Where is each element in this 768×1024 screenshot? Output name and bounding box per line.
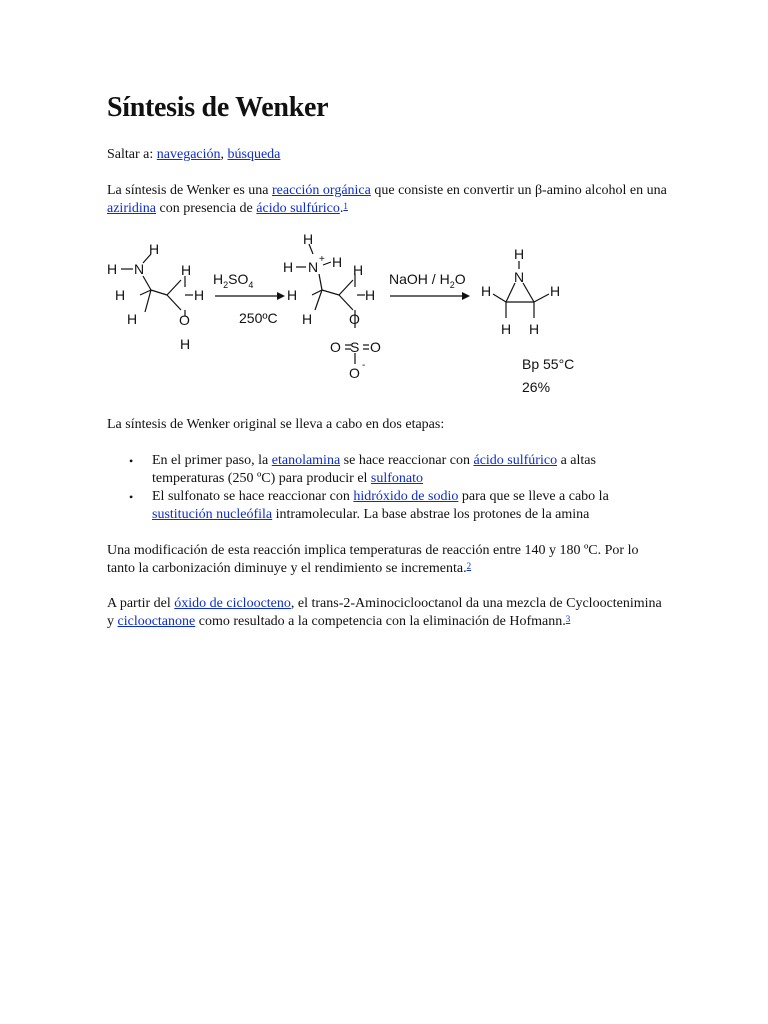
atom-h: H [180,336,191,352]
atom-o: O [349,311,360,327]
atom-o: O [349,365,360,381]
list-item: • El sulfonato se hace reaccionar con hidróxido de sodio para que se lleve a cabo la sustitución nucleófila intramolecular. La base abstrae los protones de la amina [129,489,609,522]
bullet: • [129,454,134,468]
yield: 26% [522,379,551,395]
temperature-condition: 250ºC [239,310,278,326]
cyclooctene-paragraph: A partir del óxido de cicloocteno, el trans-2-Aminociclooctanol da una mezcla de Cyclooctenimina y ciclooctanone como resultado a la competencia con la eliminación de Hofmann.$^3$ [107,596,662,629]
link-sodium-hydroxide[interactable]: hidróxido de sodio [353,489,459,504]
atom-h: H [514,246,525,262]
steps-list [107,452,667,524]
boiling-point: Bp 55°C [522,356,575,372]
atom-n: N [308,259,319,275]
reagent-naoh: NaOH / $H_2O$ [389,271,466,290]
atom-o: O [370,339,381,355]
link-cyclooctene-oxide[interactable]: óxido de cicloocteno [174,596,291,611]
link-sulfonate[interactable]: sulfonato [370,471,424,486]
atom-h: H [107,261,118,277]
atom-h: H [302,311,313,327]
reference-2[interactable]: 2 [466,561,472,571]
atom-h: H [303,232,314,247]
atom-n: N [134,261,145,277]
atom-h: H [550,283,561,299]
atom-h: H [149,241,160,257]
atom-h: H [194,287,205,303]
reference-1[interactable]: 1 [343,201,348,211]
charge-minus: - [362,360,366,371]
link-aziridine[interactable]: aziridina [107,201,156,216]
search-link[interactable]: búsqueda [227,147,281,162]
atom-n: N [514,269,525,285]
atom-h: H [115,287,126,303]
intro-paragraph: La síntesis de Wenker es una reacción orgánica que consiste en convertir un β-amino alcohol en una aziridina con presencia de ácido sulfúrico.$^1$ [107,183,667,216]
reaction-arrow-2 [389,271,470,300]
jump-links: Saltar a: navegación, búsqueda [107,147,281,162]
stages-intro: La síntesis de Wenker original se lleva a cabo en dos etapas: [107,417,445,432]
reaction-arrow-1 [213,271,285,326]
link-nucleophilic-substitution[interactable]: sustitución nucleófila [152,507,273,522]
link-sulfuric-acid-2[interactable]: ácido sulfúrico [473,453,558,468]
atom-h: H [481,283,492,299]
reagent-h2so4: $H_2SO_4$ [213,271,254,290]
atom-o: O [179,312,190,328]
atom-h: H [332,254,343,270]
page-title: Síntesis de Wenker [107,92,329,123]
link-organic-reaction[interactable]: reacción orgánica [272,183,371,198]
atom-h: H [501,321,512,337]
atom-h: H [181,262,192,278]
bullet: • [129,490,134,504]
list-item: • En el primer paso, la etanolamina se hace reaccionar con ácido sulfúrico a altas temperaturas (250 ºC) para producir el sulfonato [129,453,596,486]
atom-s: S [350,339,360,355]
reference-3[interactable]: 3 [565,614,571,624]
link-sulfuric-acid[interactable]: ácido sulfúrico [256,201,340,216]
atom-o: O [330,339,341,355]
charge-plus: + [319,254,325,265]
atom-h: H [365,287,376,303]
modification-paragraph: Una modificación de esta reacción implica temperaturas de reacción entre 140 y 180 ºC. Por lo tanto la carbonización diminuye y el rendimiento se incrementa.$^2$ [107,543,639,576]
navigation-link[interactable]: navegación [156,147,221,162]
atom-h: H [283,259,294,275]
atom-h: H [127,311,138,327]
atom-h: H [287,287,298,303]
link-ethanolamine[interactable]: etanolamina [271,453,341,468]
link-cyclooctanone[interactable]: ciclooctanone [117,614,196,629]
reaction-scheme [107,232,587,400]
atom-h: H [529,321,540,337]
atom-h: H [353,262,364,278]
